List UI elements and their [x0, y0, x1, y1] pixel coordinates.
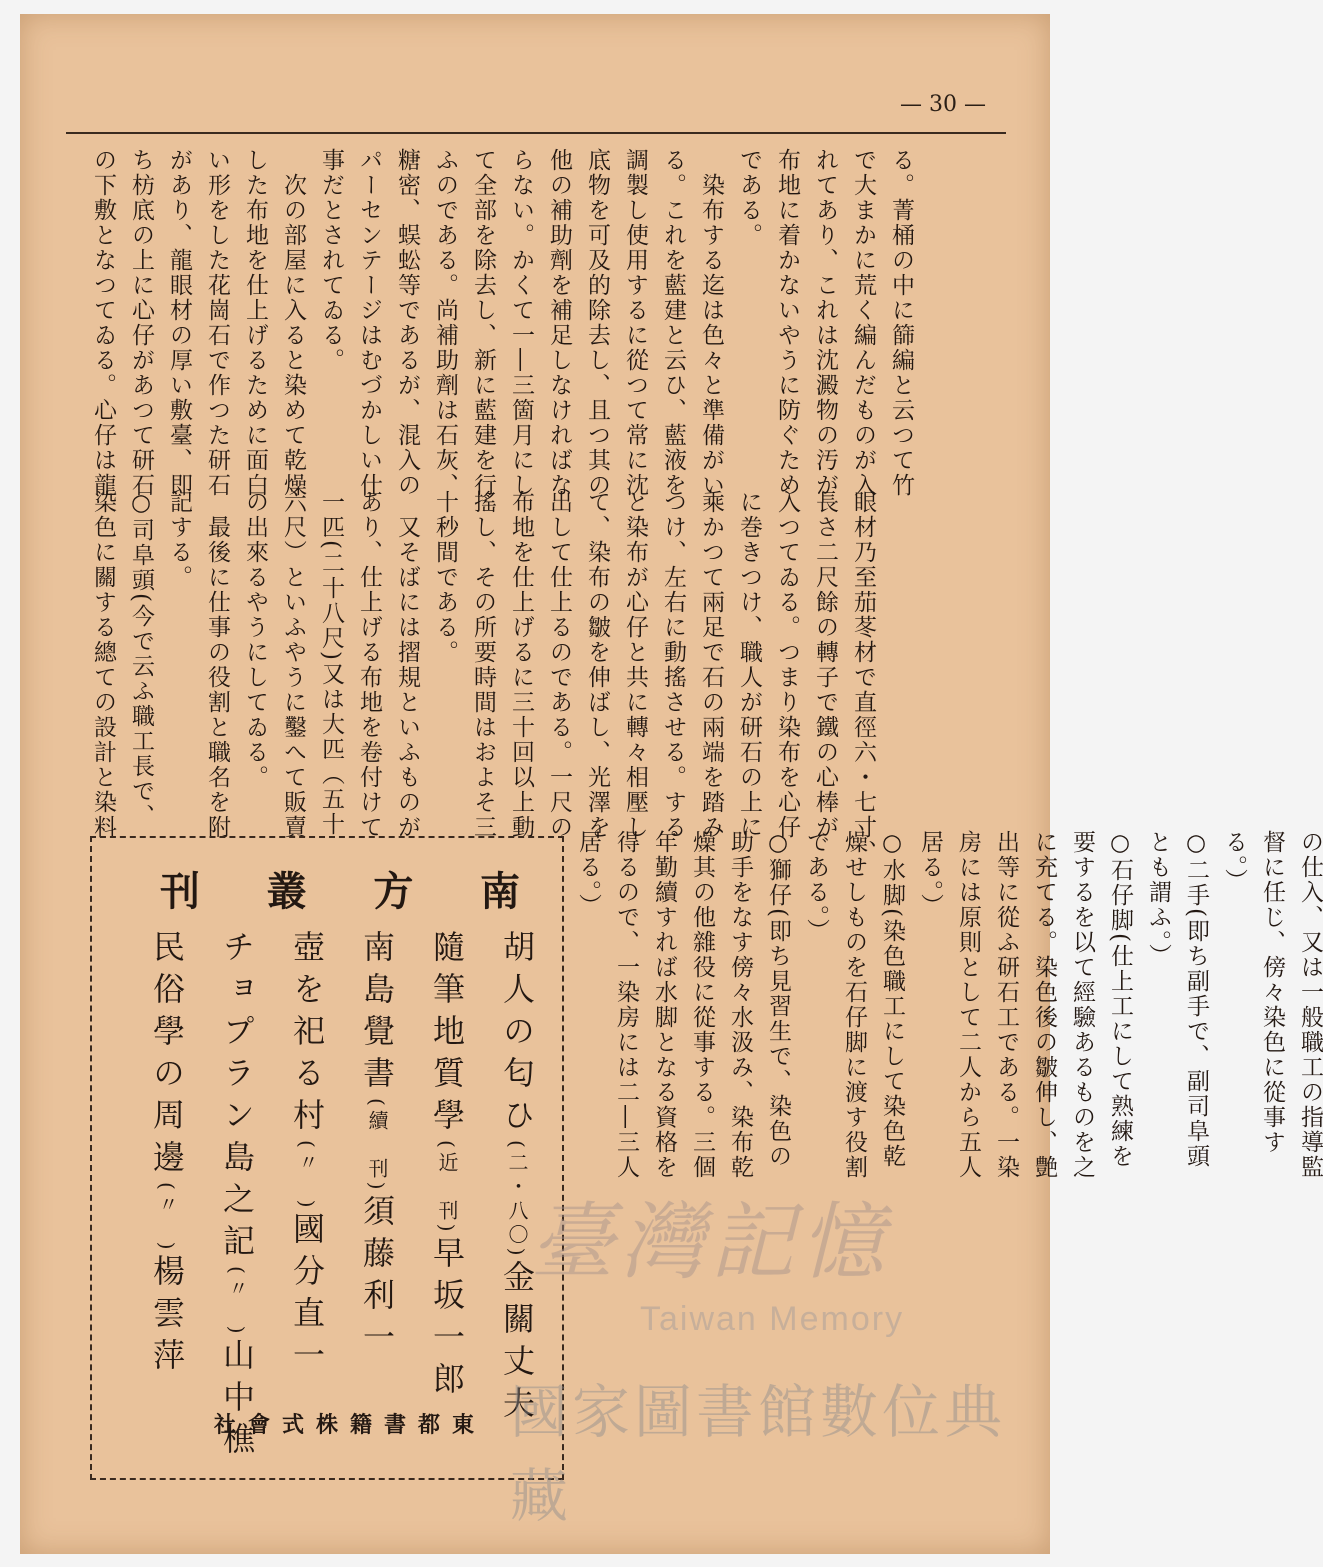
book-author: 早坂一郎	[428, 1235, 466, 1404]
book-title: 民俗學の周邊	[148, 930, 186, 1182]
book-author: 須藤利一	[358, 1193, 396, 1362]
text-line: パーセンテージはむづかしい仕	[356, 148, 382, 498]
text-line: 年勤續すれば水脚となる資格を	[651, 830, 677, 1180]
ad-book-entry	[428, 930, 470, 1404]
ad-book-entry	[360, 930, 400, 1370]
text-line: 最後に仕事の役割と職名を附	[204, 490, 230, 840]
text-line: 十秒間である。	[432, 490, 458, 665]
text-line: 出して仕上るのである。一尺の	[546, 490, 572, 840]
text-line: した布地を仕上げるために面白	[242, 148, 268, 498]
text-line: 又そばには摺規といふものが	[394, 490, 420, 840]
text-line: れてあり、これは沈澱物の汚が	[812, 148, 838, 498]
text-line: 燥其の他雜役に從事する。三個	[689, 830, 715, 1180]
ad-title-char: 叢	[266, 868, 307, 915]
book-author: 國分直一	[288, 1211, 326, 1380]
text-line: 記する。	[166, 490, 192, 590]
text-line: 事だとされてゐる。	[318, 148, 344, 373]
text-line: と染布が心仔と共に轉々相壓し	[622, 490, 648, 840]
ad-title-char: 刊	[160, 868, 200, 915]
text-line: る。菁桶の中に篩編と云つて竹	[888, 148, 914, 498]
book-author: 金關丈夫	[498, 1259, 536, 1428]
ad-book-entry	[148, 930, 190, 1380]
ad-book-entry	[218, 930, 260, 1464]
text-line: とも謂ふ。）	[1145, 830, 1171, 969]
watermark-english: Taiwan Memory	[640, 1300, 905, 1338]
text-line: 居る。）	[575, 830, 601, 919]
watermark-calligraphy: 臺灣記憶	[530, 1193, 891, 1291]
text-line: ○獅仔(即ち見習生で、染色の	[765, 830, 791, 1169]
book-author: 楊雲萍	[148, 1253, 186, 1380]
text-line: 次の部屋に入ると染めて乾燥	[280, 148, 306, 498]
ad-title-char: 方	[373, 868, 414, 915]
text-line: である。	[736, 148, 762, 248]
text-line: る。）	[1221, 830, 1247, 894]
text-line: 布地を仕上げるに三十回以上動	[508, 490, 534, 840]
text-line: 乘かつて兩足で石の兩端を踏み	[698, 490, 724, 840]
text-line: ふのである。尚補助劑は石灰、	[432, 148, 458, 498]
text-line: 居る。）	[917, 830, 943, 919]
text-line: 六尺）といふやうに鑿へて販賣	[280, 490, 306, 840]
lower-text-block	[575, 830, 1322, 1240]
text-line: ○司阜頭(今で云ふ職工長で、	[128, 490, 154, 829]
book-note: (二・八〇)	[505, 1140, 529, 1260]
ad-series-title	[160, 860, 520, 917]
book-title: 胡人の匂ひ	[498, 930, 536, 1140]
book-note: (續 刊)	[365, 1098, 389, 1194]
text-line: 他の補助劑を補足しなければな	[546, 148, 572, 498]
text-line: があり、龍眼材の厚い敷臺、即	[166, 148, 192, 498]
text-line: つけ、左右に動搖させる。する	[660, 490, 686, 840]
text-line: に充てる。染色後の皺伸し、艶	[1031, 830, 1057, 1180]
text-line: の出來るやうにしてゐる。	[242, 490, 268, 790]
text-line: ○二手(即ち副手で、副司阜頭	[1183, 830, 1209, 1169]
text-line: の仕入、又は一般職工の指導監	[1297, 830, 1323, 1180]
text-line: 一匹(二十八尺)又は大匹（五十	[318, 490, 344, 837]
ad-publisher: 東都書籍株式會社	[213, 1412, 486, 1438]
book-note: (〃 )	[295, 1140, 319, 1212]
book-title: チョプラン島之記	[218, 930, 256, 1266]
book-title: 壺を祀る村	[288, 930, 326, 1140]
middle-text-block	[90, 490, 876, 865]
watermark-library: 國家圖書館數位典藏	[510, 1378, 1007, 1530]
ad-book-entry	[288, 930, 330, 1380]
text-line: あり、仕上げる布地を卷付けて	[356, 490, 382, 840]
text-line: らない。かくて一―三箇月にし	[508, 148, 534, 498]
text-line: 染色に關する總ての設計と染料	[90, 490, 116, 840]
text-line: ち枋底の上に心仔があつて研石	[128, 148, 154, 498]
book-author: 山中樵	[218, 1337, 256, 1464]
text-line: 入つてゐる。つまり染布を心仔	[774, 490, 800, 840]
text-line: て全部を除去し、新に藍建を行	[470, 148, 496, 498]
text-line: 染布する迄は色々と準備がい	[698, 148, 724, 498]
text-line: 長さ二尺餘の轉子で鐵の心棒が	[812, 490, 838, 840]
text-line: で大まかに荒く編んだものが入	[850, 148, 876, 498]
text-line: 燥せしものを石仔脚に渡す役割	[841, 830, 867, 1180]
text-line: ○水脚(染色職工にして染色乾	[879, 830, 905, 1169]
book-note: (近 刊)	[435, 1140, 459, 1236]
text-line: 房には原則として二人から五人	[955, 830, 981, 1180]
book-note: (〃 )	[155, 1182, 179, 1254]
text-line: て、染布の皺を伸ばし、光澤を	[584, 490, 610, 840]
text-line: 搖し、その所要時間はおよそ三	[470, 490, 496, 840]
text-line: 得るので、一染房には二―三人	[613, 830, 639, 1180]
text-line: 要するを以て經驗あるものを之	[1069, 830, 1095, 1180]
text-line: 出等に從ふ研石工である。一染	[993, 830, 1019, 1180]
text-line: に巻きつけ、職人が研石の上に	[736, 490, 762, 840]
text-line: 糖密、蜈蚣等であるが、混入の	[394, 148, 420, 498]
ad-book-entry	[498, 930, 540, 1428]
text-line: る。これを藍建と云ひ、藍液を	[660, 148, 686, 498]
text-line: 底物を可及的除去し、且つ其の	[584, 148, 610, 498]
page-number: — 30 —	[900, 92, 986, 117]
book-title: 南島覺書	[358, 930, 396, 1098]
book-title: 隨筆地質學	[428, 930, 466, 1140]
text-line: 督に任じ、傍々染色に從事す	[1259, 830, 1285, 1155]
book-note: (〃 )	[225, 1266, 249, 1338]
text-line: 調製し使用するに從つて常に沈	[622, 148, 648, 498]
text-line: ○石仔脚(仕上工にして熟練を	[1107, 830, 1133, 1169]
text-line: 助手をなす傍々水汲み、染布乾	[727, 830, 753, 1180]
text-line: である。）	[803, 830, 829, 944]
text-line: 布地に着かないやうに防ぐため	[774, 148, 800, 498]
text-line: 眼材乃至茄苳材で直徑六・七寸、	[850, 490, 876, 865]
ad-title-char: 南	[479, 868, 520, 915]
text-line: い形をした花崗石で作つた研石	[204, 148, 230, 498]
text-line: の下敷となつてゐる。心仔は龍	[90, 148, 116, 498]
header-rule	[66, 132, 1006, 134]
